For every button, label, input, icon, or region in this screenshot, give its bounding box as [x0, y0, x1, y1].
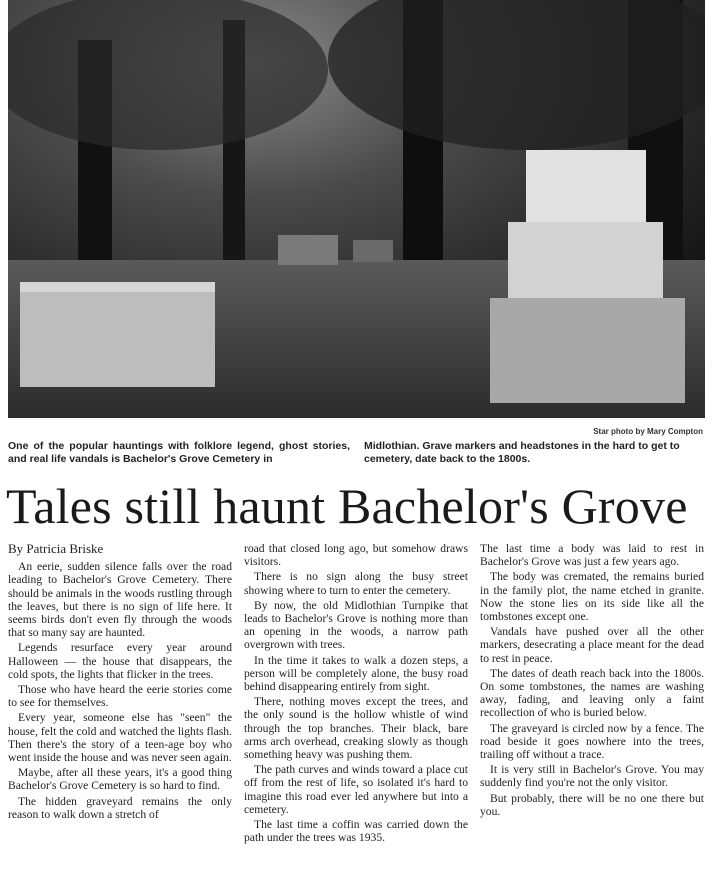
paragraph: It is very still in Bachelor's Grove. You may suddenly find you're not the only visitor.	[480, 763, 704, 790]
paragraph: The path curves and winds toward a place cut off from the rest of life, so isolated it's hard to imagine this road ever led anywhere but into a cemetery.	[244, 763, 468, 816]
paragraph: Legends resurface every year around Halloween — the house that disappears, the cold spots, the lights that flicker in the trees.	[8, 641, 232, 681]
paragraph: In the time it takes to walk a dozen steps, a person will be completely alone, the busy road behind disappearing entirely from sight.	[244, 653, 468, 694]
paragraph: An eerie, sudden silence falls over the road leading to Bachelor's Grove Cemetery. There should be animals in the woods rustling through the leaves, but there is no sign of life here. It seems birds don't even fly through the woods that so many say are haunted.	[8, 560, 232, 640]
column-3	[480, 542, 704, 846]
paragraph: There, nothing moves except the trees, and the only sound is the hollow whistle of wind through the top branches. Their black, bare arms arch overhead, creaking slowly as though something heavy was pushing them.	[244, 695, 468, 762]
photo-credit: Star photo by Mary Compton	[593, 427, 703, 436]
article-body	[8, 542, 705, 846]
column-1	[8, 542, 232, 846]
caption-right: Midlothian. Grave markers and headstones in the hard to get to cemetery, date back to the 1800s.	[364, 440, 680, 465]
paragraph: The dates of death reach back into the 1800s. On some tombstones, the names are washing away, fading, and leaving only a faint recollection of who is buried below.	[480, 666, 704, 720]
paragraph: The last time a coffin was carried down the path under the trees was 1935.	[244, 818, 468, 845]
paragraph: But probably, there will be no one there but you.	[480, 791, 704, 818]
cemetery-photo	[8, 0, 705, 418]
headline: Tales still haunt Bachelor's Grove	[6, 478, 688, 534]
caption-left: One of the popular hauntings with folklore legend, ghost stories, and real life vandals is Bachelor's Grove Cemetery in	[8, 440, 350, 465]
paragraph: By now, the old Midlothian Turnpike that leads to Bachelor's Grove is nothing more than an opening in the woods, a narrow path overgrown with trees.	[244, 598, 468, 652]
paragraph: The graveyard is circled now by a fence. The road beside it goes nowhere into the trees, trailing off without a trace.	[480, 721, 704, 762]
paragraph: The hidden graveyard remains the only reason to walk down a stretch of	[8, 794, 232, 821]
paragraph: There is no sign along the busy street showing where to turn to enter the cemetery.	[244, 570, 468, 597]
column-2	[244, 542, 468, 846]
paragraph: Every year, someone else has "seen" the house, felt the cold and watched the lights flash. Then there's the story of a teen-age boy who went inside the house and was never seen again.	[8, 711, 232, 765]
paragraph: road that closed long ago, but somehow draws visitors.	[244, 542, 468, 569]
paragraph: The body was cremated, the remains buried in the family plot, the name etched in granite. Now the stone lies on its side like all the tombstones except one.	[480, 570, 704, 624]
photo-caption	[8, 440, 705, 466]
paragraph: The last time a body was laid to rest in Bachelor's Grove was just a few years ago.	[480, 542, 704, 569]
paragraph: Vandals have pushed over all the other markers, desecrating a place meant for the dead to rest in peace.	[480, 625, 704, 665]
cemetery-photo-illustration	[8, 0, 705, 418]
paragraph: Maybe, after all these years, it's a good thing Bachelor's Grove Cemetery is so hard to find.	[8, 766, 232, 793]
byline: By Patricia Briske	[8, 541, 104, 556]
paragraph: Those who have heard the eerie stories come to see for themselves.	[8, 683, 232, 710]
